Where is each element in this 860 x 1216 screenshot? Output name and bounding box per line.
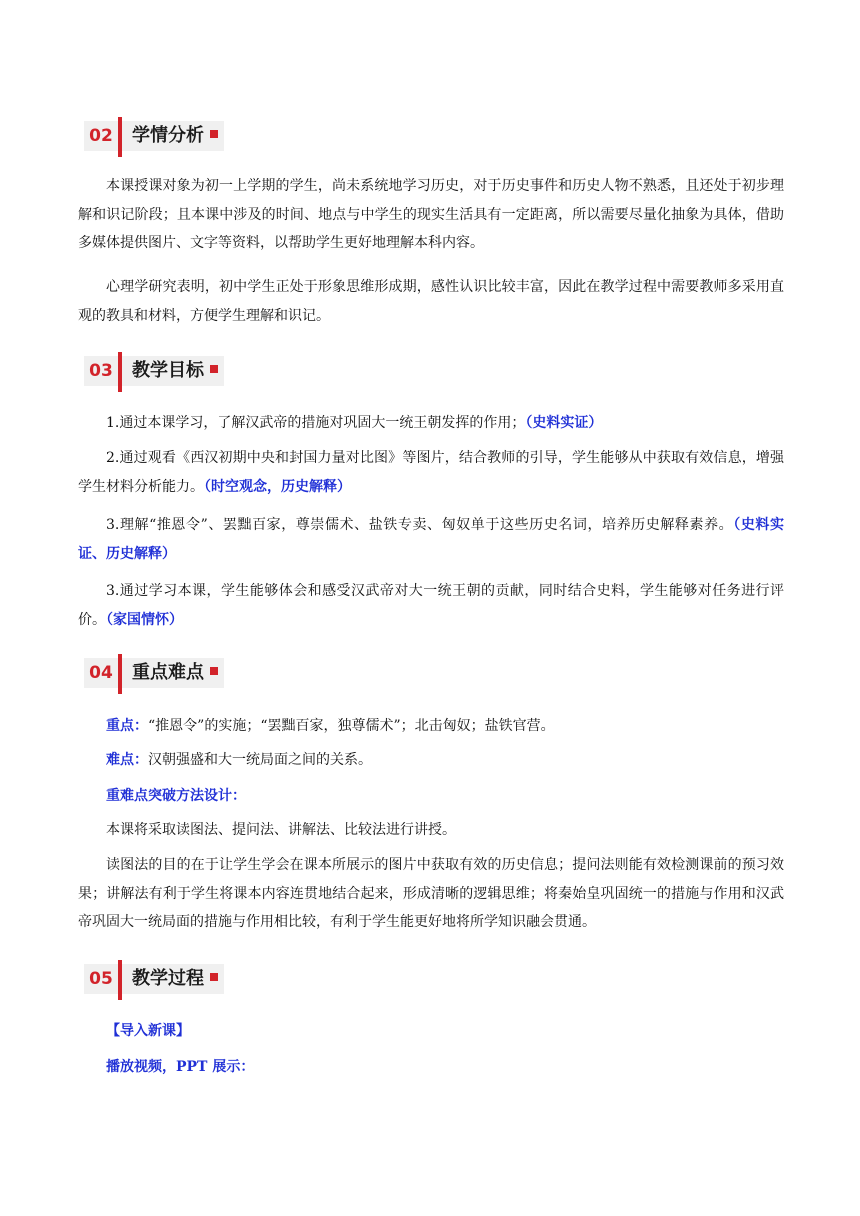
section-header-04: [84, 654, 234, 694]
section-number: 05: [84, 964, 118, 994]
goal-3: 3.理解“推恩令”、罢黜百家，尊崇儒术、盐铁专卖、匈奴单于这些历史名词，培养历史解释素养。（史料实证、历史解释）: [78, 517, 785, 562]
play-video-label: 播放视频，PPT 展示：: [106, 1059, 255, 1075]
goal-4: 3.通过学习本课，学生能够体会和感受汉武帝对大一统王朝的贡献，同时结合史料，学生能够对任务进行评价。（家国情怀）: [78, 583, 784, 628]
competency-tag: （时空观念，历史解释）: [204, 478, 351, 495]
analysis-paragraph-2: 心理学研究表明，初中学生正处于形象思维形成期，感性认识比较丰富，因此在教学过程中需要教师多采用直观的教具和材料，方便学生理解和识记。: [78, 279, 784, 324]
method-paragraph-1: 本课将采取读图法、提问法、讲解法、比较法进行讲授。: [106, 822, 456, 838]
analysis-paragraph-1: 本课授课对象为初一上学期的学生，尚未系统地学习历史，对于历史事件和历史人物不熟悉，且还处于初步理解和识记阶段；且本课中涉及的时间、地点与中学生的现实生活具有一定距离，所以需要尽量化抽象为具体，借助多媒体提供图片、文字等资料，以帮助学生更好地理解本科内容。: [78, 178, 784, 251]
section-title: 教学目标: [122, 356, 224, 386]
difficulty: 难点：汉朝强盛和大一统局面之间的关系。: [106, 752, 372, 768]
intro-label: 【导入新课】: [106, 1023, 190, 1039]
difficulty-label: 难点：: [106, 752, 148, 768]
section-number: 03: [84, 356, 118, 386]
key-point: 重点：“推恩令”的实施；“罢黜百家，独尊儒术”；北击匈奴；盐铁官营。: [106, 718, 555, 734]
square-icon: [210, 667, 218, 675]
square-icon: [210, 130, 218, 138]
section-title: 教学过程: [122, 964, 224, 994]
square-icon: [210, 365, 218, 373]
section-number: 04: [84, 658, 118, 688]
competency-tag: （家国情怀）: [106, 611, 183, 628]
goal-2: 2.通过观看《西汉初期中央和封国力量对比图》等图片，结合教师的引导，学生能够从中获取有效信息，增强学生材料分析能力。（时空观念，历史解释）: [78, 450, 784, 495]
method-heading: 重难点突破方法设计：: [106, 788, 246, 804]
competency-tag: （史料实证）: [525, 415, 603, 431]
section-header-03: [84, 352, 234, 392]
section-title: 重点难点: [122, 658, 224, 688]
method-paragraph-2: 读图法的目的在于让学生学会在课本所展示的图片中获取有效的历史信息；提问法则能有效检测课前的预习效果；讲解法有利于学生将课本内容连贯地结合起来，形成清晰的逻辑思维；将秦始皇巩固统一的措施与作用和汉武帝巩固大一统局面的措施与作用相比较，有利于学生能更好地将所学知识融会贯通。: [78, 857, 784, 930]
section-title: 学情分析: [122, 121, 224, 151]
section-number: 02: [84, 121, 118, 151]
square-icon: [210, 973, 218, 981]
section-header-05: [84, 960, 234, 1000]
key-label: 重点：: [106, 718, 148, 734]
section-header-02: [84, 117, 234, 157]
goal-1: 1.通过本课学习，了解汉武帝的措施对巩固大一统王朝发挥的作用；（史料实证）: [106, 415, 603, 431]
competency-tag: （史料实证、历史解释）: [78, 517, 785, 562]
